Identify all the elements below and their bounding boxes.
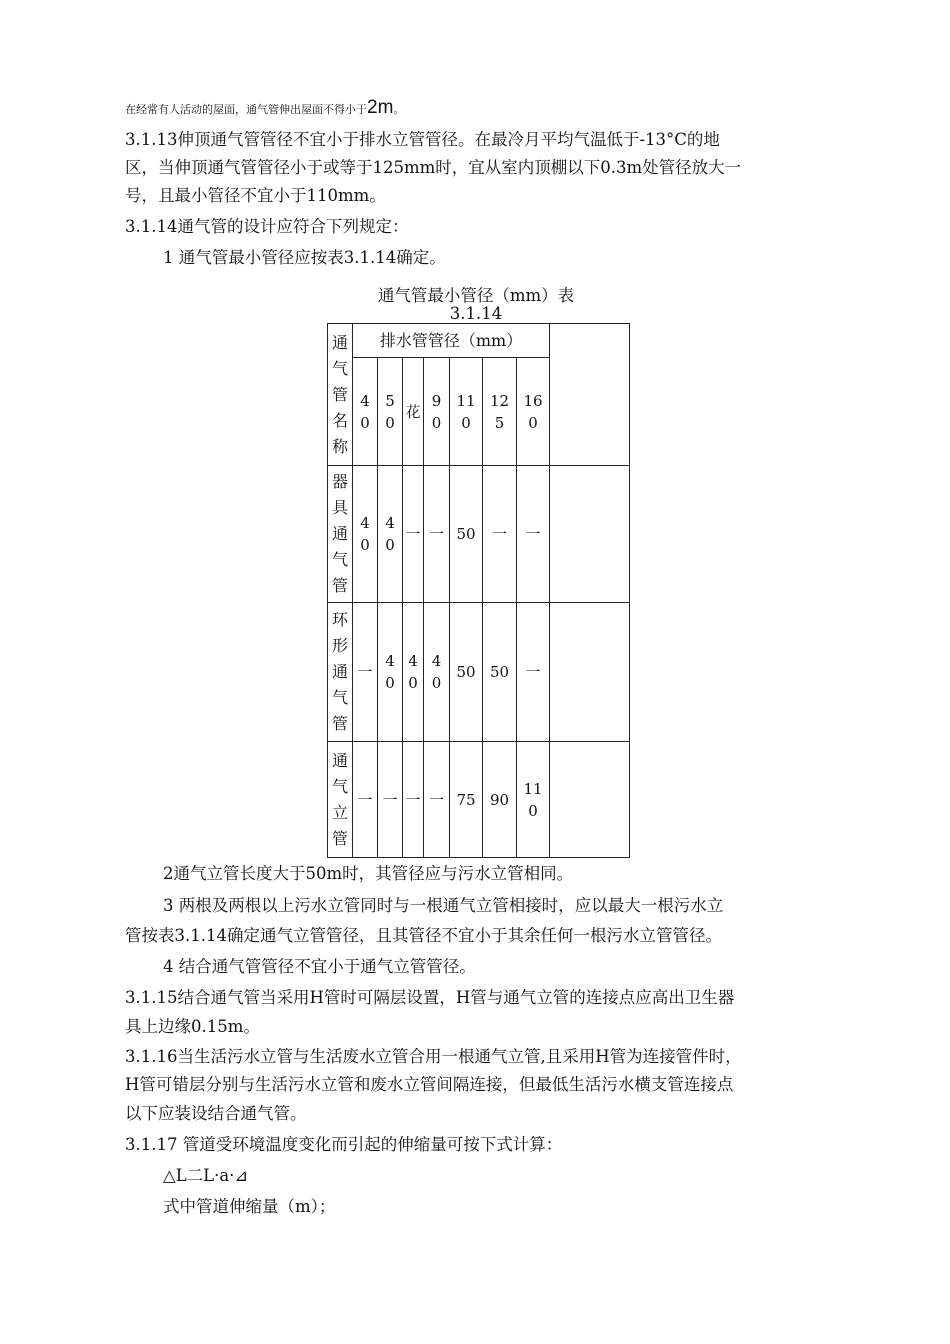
top-note xyxy=(125,96,404,122)
top-note-text: 在经常有人活动的屋面，通气管伸出屋面不得小于 xyxy=(125,103,367,116)
table-cell: 一 xyxy=(483,466,517,603)
table-cell: 50 xyxy=(450,466,483,603)
item-4: 4 结合通气管管径不宜小于通气立管管径。 xyxy=(163,957,476,976)
table-cell: 一 xyxy=(424,742,450,858)
top-note-value: 2m xyxy=(367,97,394,118)
table-cell: 一 xyxy=(353,603,378,742)
table-row xyxy=(328,603,630,742)
clause-3-1-13-line-2: 区，当伸顶通气管管径小于或等于125mm时，宜从室内顶棚以下0.3m处管径放大一 xyxy=(125,158,742,177)
clause-3-1-15-line-1: 3.1.15结合通气管当采用H管时可隔层设置，H管与通气立管的连接点应高出卫生器 xyxy=(125,988,735,1007)
blank-cell xyxy=(550,742,630,858)
size-header-cell: 5 0 xyxy=(378,358,403,466)
table-cell: 一 xyxy=(517,603,550,742)
table-cell: 50 xyxy=(450,603,483,742)
size-header-cell: 11 0 xyxy=(450,358,483,466)
table-cell: 75 xyxy=(450,742,483,858)
clause-3-1-15-line-2: 具上边缘0.15m。 xyxy=(125,1017,260,1036)
size-header-cell: 9 0 xyxy=(424,358,450,466)
size-header-cell: 4 0 xyxy=(353,358,378,466)
item-2: 2通气立管长度大于50m时，其管径应与污水立管相同。 xyxy=(163,864,574,883)
table-cell: 4 0 xyxy=(378,466,403,603)
table-number: 3.1.14 xyxy=(449,304,503,323)
row-name: 器 具 通 气 管 xyxy=(328,466,353,603)
blank-cell xyxy=(550,466,630,603)
clause-3-1-14: 3.1.14通气管的设计应符合下列规定： xyxy=(125,217,409,236)
blank-cell xyxy=(550,603,630,742)
blank-header-cell xyxy=(550,324,630,466)
vent-pipe-size-table xyxy=(327,323,630,858)
drain-size-group-header: 排水管管径（mm） xyxy=(353,324,550,358)
table-cell: 4 0 xyxy=(424,603,450,742)
top-note-tail: 。 xyxy=(393,103,405,116)
row-name: 环 形 通 气 管 xyxy=(328,603,353,742)
clause-3-1-16-line-3: 以下应装设结合通气管。 xyxy=(125,1104,307,1123)
table-cell: 一 xyxy=(353,742,378,858)
item-1: 1 通气管最小管径应按表3.1.14确定。 xyxy=(163,248,446,267)
clause-3-1-17: 3.1.17 管道受环境温度变化而引起的伸缩量可按下式计算： xyxy=(125,1135,563,1154)
table-cell: 4 0 xyxy=(353,466,378,603)
clause-3-1-16-line-1: 3.1.16当生活污水立管与生活废水立管合用一根通气立管,且采用H管为连接管件时， xyxy=(125,1047,742,1066)
item-3-line-1: 3 两根及两根以上污水立管同时与一根通气立管相接时，应以最大一根污水立 xyxy=(163,896,724,915)
table-cell: 11 0 xyxy=(517,742,550,858)
table-cell: 4 0 xyxy=(403,603,424,742)
item-3-line-2: 管按表3.1.14确定通气立管管径，且其管径不宜小于其余任何一根污水立管管径。 xyxy=(125,926,722,945)
size-header-cell: 花 xyxy=(403,358,424,466)
row-name: 通 气 立 管 xyxy=(328,742,353,858)
table-cell: 一 xyxy=(424,466,450,603)
table-row xyxy=(328,742,630,858)
size-header-cell: 12 5 xyxy=(483,358,517,466)
formula: △L二L·a·⊿ xyxy=(163,1166,249,1185)
table-row xyxy=(328,466,630,603)
table-cell: 4 0 xyxy=(378,603,403,742)
table-cell: 50 xyxy=(483,603,517,742)
table-title: 通气管最小管径（mm）表 xyxy=(377,286,575,305)
clause-3-1-16-line-2: H管可错层分别与生活污水立管和废水立管间隔连接，但最低生活污水横支管连接点 xyxy=(125,1075,734,1094)
row-header-label: 通 气 管 名 称 xyxy=(328,324,353,466)
table-cell: 一 xyxy=(517,466,550,603)
clause-3-1-13-line-3: 号，且最小管径不宜小于110mm。 xyxy=(125,186,386,205)
formula-note: 式中管道伸缩量（m）； xyxy=(163,1197,336,1216)
table-cell: 一 xyxy=(378,742,403,858)
size-header-cell: 16 0 xyxy=(517,358,550,466)
table-cell: 一 xyxy=(403,466,424,603)
clause-3-1-13-line-1: 3.1.13伸顶通气管管径不宜小于排水立管管径。在最冷月平均气温低于-13°C的地 xyxy=(125,130,720,149)
table-cell: 90 xyxy=(483,742,517,858)
table-cell: 一 xyxy=(403,742,424,858)
table-group-header-row xyxy=(328,324,630,358)
